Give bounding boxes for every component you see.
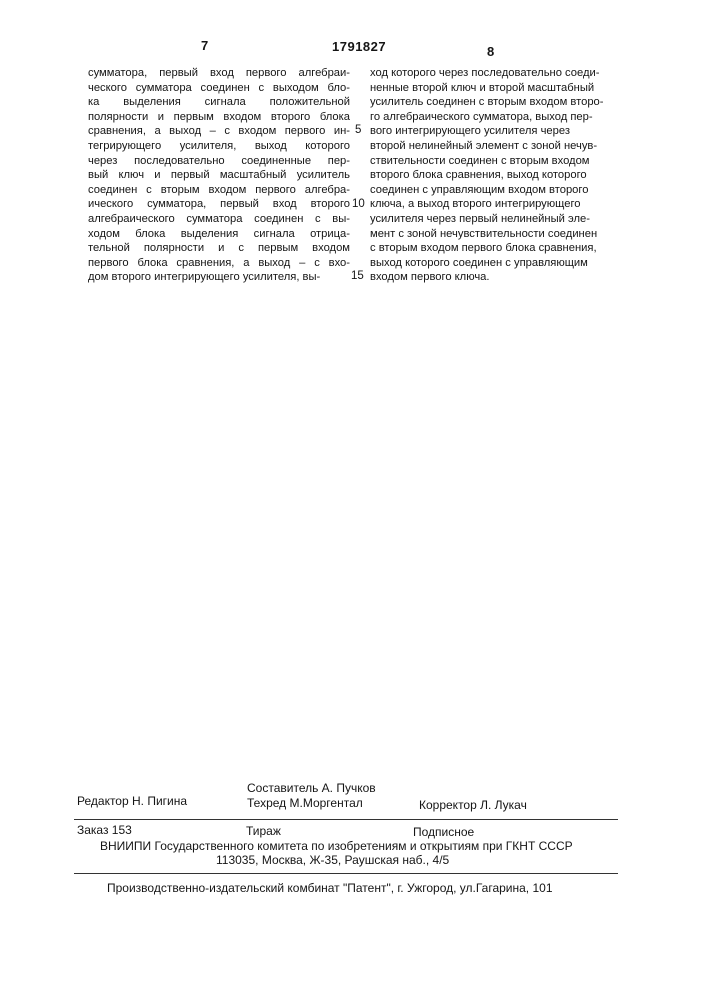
address: 113035, Москва, Ж-35, Раушская наб., 4/5 (216, 853, 449, 867)
text-line: выход которого соединен с управляющим (370, 256, 632, 271)
text-line: с вторым входом первого блока сравнения, (370, 241, 632, 256)
line-number-15: 15 (351, 270, 364, 282)
editor: Редактор Н. Пигина (77, 794, 187, 808)
tech-editor: Техред М.Моргентал (247, 796, 363, 810)
page-number-left: 7 (201, 38, 208, 53)
text-line: соединен с управляющим входом второго (370, 183, 632, 198)
right-column (370, 66, 632, 285)
publisher: Производственно-издательский комбинат "Патент", г. Ужгород, ул.Гагарина, 101 (107, 881, 553, 895)
text-line: дом второго интегрирующего усилителя, вы- (88, 270, 350, 285)
text-line: мент с зоной нечувствительности соединен (370, 227, 632, 242)
patent-number: 1791827 (332, 39, 386, 54)
text-line: ческого сумматора соединен с выходом бло- (88, 81, 350, 96)
text-line: входом первого ключа. (370, 270, 632, 285)
text-line: ход которого через последовательно соеди- (370, 66, 632, 81)
text-line: тельной полярности и с первым входом (88, 241, 350, 256)
text-line: ненные второй ключ и второй масштабный (370, 81, 632, 96)
text-line: алгебраического сумматора соединен с вы- (88, 212, 350, 227)
compiler: Составитель А. Пучков (247, 781, 376, 795)
order-number: Заказ 153 (77, 823, 132, 837)
organization: ВНИИПИ Государственного комитета по изобретениям и открытиям при ГКНТ СССР (100, 839, 573, 853)
text-line: второй нелинейный элемент с зоной нечув- (370, 139, 632, 154)
text-line: вый ключ и первый масштабный усилитель (88, 168, 350, 183)
circulation: Тираж (246, 824, 281, 838)
corrector: Корректор Л. Лукач (419, 798, 527, 812)
subscription: Подписное (413, 825, 474, 839)
text-line: через последовательно соединенные пер- (88, 154, 350, 169)
text-line: усилитель соединен с вторым входом второ- (370, 95, 632, 110)
text-line: ка выделения сигнала положительной (88, 95, 350, 110)
text-line: тегрирующего усилителя, выход которого (88, 139, 350, 154)
text-line: ключа, а выход второго интегрирующего (370, 197, 632, 212)
text-line: второго блока сравнения, выход которого (370, 168, 632, 183)
divider (74, 819, 618, 820)
text-line: полярности и первым входом второго блока (88, 110, 350, 125)
line-number-5: 5 (355, 124, 361, 136)
text-line: вого интегрирующего усилителя через (370, 124, 632, 139)
divider (74, 873, 618, 874)
line-number-10: 10 (352, 198, 365, 210)
text-line: сравнения, а выход – с входом первого ин- (88, 124, 350, 139)
text-line: усилителя через первый нелинейный эле- (370, 212, 632, 227)
text-line: го алгебраического сумматора, выход пер- (370, 110, 632, 125)
text-line: соединен с вторым входом первого алгебра- (88, 183, 350, 198)
text-line: сумматора, первый вход первого алгебраи- (88, 66, 350, 81)
text-line: ствительности соединен с вторым входом (370, 154, 632, 169)
text-line: ического сумматора, первый вход второго (88, 197, 350, 212)
left-column (88, 66, 350, 285)
page-number-right: 8 (487, 44, 494, 59)
text-line: ходом блока выделения сигнала отрица- (88, 227, 350, 242)
text-line: первого блока сравнения, а выход – с вхо- (88, 256, 350, 271)
